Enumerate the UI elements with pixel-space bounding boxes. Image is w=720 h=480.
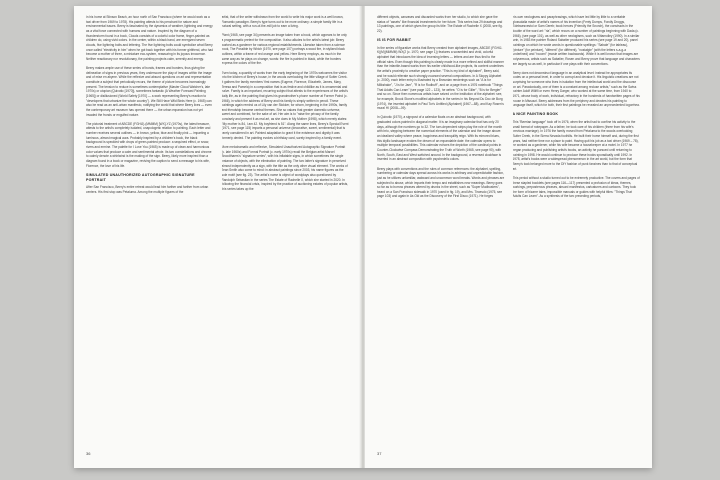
paragraph: In Quixotic (1970), a signpost of a calendar floats on an abstract background, with graduated colors painted in diagonal matter. It is an imaginary calendar that has only 20 days, although the numbers go to 32. The turn-dependent strips play the role of the month with brio, stepping between the numerical elements of the calendar and the image above: an idealized valley where peace, happiness and tranquility reign. With its mirrored blues, this idyllic landscape evokes the dream of an expandable date: the calendar opens to multiple temporal possibilities. This calendar echoes the depiction of the cardinal points in Counter-Clockwise Compass Demonstrating the Truth of Worth (1965, see page 90), with North, South, East and West switched around. In the background, a reversed clockface is inverted in an abstract composition with psychedelic colors. xyxy=(377,115,502,162)
paragraph: This "Beerian language" took off in 1976, when the artist had to confine his activity to the small format of notepaper. As a father, he took care of his children (three from his wife's previous marriage). In 1976 the family moved from Petaluma to the woods overlooking Sutter Creek, in the Sierra Nevada foothills. He built their home himself and, during the first years, had neither time nor a place to paint. Having quit his job as a taxi driver (1969 – 78), he worked as a gardener, while his wife became a housekeeper at a motel. In 1977 he began producing and publishing artist's books, an activity he pursued until returning to painting in 1998. He would continue to produce these books sporadically until 1992. In 1978, artist's books were a widespread phenomenon in the art world, but the form that Beery's took belonged more to the DIY fashion of punk fanzines than to that of conceptual art. xyxy=(512,120,639,171)
paragraph: More melodramatic and reflexive, Simulated Unauthorized Autographic Signature Portrait (c. late 1960s) and Formal Portrait (c. early 1970s) recall the Belgian artist Marcel Broodthaers's "signature series", with his inflatable signs, in which sometimes the single instance of objects, with the elimination of painting. The two latter's signature in perceived almost independently as a sign, with the title as the only other visual element. The works of Jean Smith also come to mind: in abstract paintings since 2003, his name figures as the sole motif (see fig. 23). The artist's name is object of wordplays also questioned by Randolph Sebastian in the series The Estate of Rachelle X, which she started in 2020. In following the financial crisis, inspired by the practice of auctioning estates of popular artists, this series takes up the xyxy=(221,144,349,191)
paragraph: Even today, a quantity of works from the early beginning of the 1970s welcomes the visitor into the kitchen of Beery's house, in the woods overlooking the little village of Sutter Creek. It gathers the family members' first names (Eugene, Florence, Elizabeth, James, Mary, Teresa and Pamela) in a composition that is as festive and childlike as it is ornamental and naïve. Family is an important, recurring subject that attests to the experiences of the artist's daily life, as in the painting that gives his grandmother's phone number at Former Patrol (c. 1966), in which the address of Beery and his family is simply written in pencil. These paintings again remind us of Lily van der Stokker, for whom, beginning in the 1990s, family and friendship became central themes. She so values that greater domestic universe, sweet and combined, for the sake of art. Her aim is to "raise the privacy of the family concisely and present it as real art, as she does in My Mother (1998), which merely states: "My mother is 84, I am 42. My boyfriend is 51". Along the same lines, Beery's Special Event (1971, see page 115) imparts a personal universe (decorative, sweet, sentimental) that is rarely considered in art. Painted adaptation to grant it the existence and dignity it was formerly denied. The painting evokes a birthday card, surely inspired by a family event. xyxy=(221,70,349,140)
paragraph: artist, that of the writer withdrawn from the world to write his major work is a well known, Romantic paradigm. Beery's type turns out to be more ordinary: a simple family life in a natural setting, with a run-of-the-mill job to earn a living. xyxy=(221,15,344,29)
right-page-column-1 xyxy=(377,15,505,444)
open-book xyxy=(74,6,652,468)
right-page xyxy=(365,6,652,468)
paragraph: This period without a studio turned out to be extremely productive. The covers and pages of these stapled booklets (see pages 116—117) presented a profusion of ideas, themes, workings, preposterous phrases, absurd manifestos, caricatures and cartoons. They took the form of bizarre tales, impossible manuals or guides with helpful titles: "Things That Adults Can Learn". As a synthesis of the two preceding periods, xyxy=(512,175,640,199)
paragraph: Plant (1965, see page 34) presents an image taken from a book, which appears to be only a programmatic pretext for the composition. It also alludes to the artist's latest job: Beery worked as a gardener for various regional establishments. Likewise taken from a science book, The Possible by Which (1970, see page 107) portrays a wood fire, in stylized black outlines, within a frame of red orange and yellow. Here Beery employs, as much in the same way as he plays on change, words: the fire is painted in black, while the borders express the colors of the fire. xyxy=(221,33,347,66)
right-page-column-2 xyxy=(513,15,641,444)
left-page-column-2 xyxy=(222,15,350,444)
paragraph: in his home at Stinson Beach, an hour north of San Francisco (where he would work as a taxi driver from 1969 to 1978). His painting attests to his penchant for nature and environmental issues. Beery is fascinated by the dynamics of weather, lightning and energy as a vital force connected with humans and nature. Inspired by the diagram of a thunderstorm found in a book, Clouds consists of a colorful color frame, finger-painted as children do, using vivid colors. In the center, within a black band, are energized seven clouds, five lightning bolts and lettering. The five lightning bolts could symbolize what Beery once called "electricity in him" when he got back together with his former girlfriend, who had become a mother of three, a miniature eco-system, reassuring in its joyous innocence. Neither reactionary nor revolutionary, the painting projects calm, serenity and energy. xyxy=(86,15,214,61)
paragraph: The pictorial treatment of ABCDE (FGHIJ)-(MMMM) [WX]-YZ (1970s), the latest treasure, attests to the artist's completely isolated, unapologetic relation to painting. Each letter and number receives several outlines — in brown, yellow, blue and finally pink — imparting a luminous, almost magical aura. Probably inspired by a children's book, the black background is speckled with drops of green-painted produce: a sequined effect, or snow, rivers and ermine. The palette for I Love You (1965) is made up of clean and harmonious color values that produce a calm and sentimental whole. Its two constellations and chrome to calmly denote a whirlwind is the making of the sign. Beery, likely more inspired than a diagram found in a book or magazine, reviving the caption to send a message to his wife, Florence, the love of his life. xyxy=(86,121,212,168)
section-heading: SIMULATED UNAUTHORIZED AUTOGRAPHIC SIGNATURE PORTRAIT xyxy=(86,172,195,182)
left-page-column-1 xyxy=(86,15,214,444)
paragraph: In the series of figurative works that Beery created from alphabet images, ABCDE (FGHIJ-K)(M)(MMMM) WX(2 (c. 1970, see page 1)) features a scrambled and vivid, colorful alphabet that introduces the idea of inversing letters — letters and are thus tied to the official rules. Even though this painting is clearly made in a more refined and skillful manner than the infantile-based works from his earlier childhood-like projects, its content underlines the artist's proximity to creative paper practice. "This is my kind of alphabet", Beery said, and he would reiterate such strongly-nuanced several compositions. In A Sloppy Alphabet (c. 2000), each letter entry is illustrated by a Brownian renderings such as "A is for Milkshake", "J is for Jam", "R is for Rodbuff", and on a page from a 1976 notebook "Things That Adults Can Learn" (see page 122 – 123), he writes: "O is for Giller", "B is for Bergler" and so on. Since then numerous artists have seized on the institution of the alphabet: see, for example, Brook Stone's modified alphabets in the series in his Beyond Du Doc de Borg (1974), the inverted alphabet in Paul Tor's Untitled (Alphabet) (1967—88), and Kay Rosen's mural HI (2008—09). xyxy=(377,45,504,111)
paragraph: After San Francisco, Beery's entire retreat would lead him farther and farther from urban centers. His first stop was Petaluma. Among the multiple figures of the xyxy=(86,185,209,194)
paragraph: different objects, canvases and discarded works from her studio, to which she gave the status of "assets" like financial investments for her future. This series has 29 drawings and 13 paintings, one of which gives the group its title: The Estate of Rachelle X (2008, see fig. 22). xyxy=(377,15,503,33)
paragraph: Beery does not deconstruct language in an analytical level: instead he appropriates its codes on a personal level, in order to corrupt and devalue it. His linguistic creations are not surprising for someone who lives in isolation from the intellectual world and the discourse on art. Paradoxically, one of them is a constant among recluse artists," such as the Swiss painter Adolf Wölfli or even Henry Darger, who worked at the same time, from 1940 to 1971, whose body of work, individual, refractory in the hundreds of handwritten pages of his house in Missouri. Beery addresses from the periphery and devotes his painting to language itself, which for both, their first paintings he revealed an unprecedented logorrhea. xyxy=(512,70,640,108)
paragraph: his own neologisms and paraphrasings, which have led little by little to a veritable glossolalia made of artist's names of his invention (Fenty Dumps, Fondly Droggs, Edekwesvestol or Sam Gereb; book heroes (Friendly the Snorch), the constructs in the double of the word art: "ria", which recurs on a number of paintings beginning with Dada (c. 1966), (see page 101), as well as other neologisms, such as Vittamolley (1990). In a similar vein, in 1983 the painter Roland Sabatier produced his series (see page 19 and 20), panel paintings on which he wrote words in questionable spellings: "Sabale" (for tableau), "pinture" (for peinture), "diferent" (for différent), "nostalgie" (with the letters s-a-g-a underlined) and "rocomi" (mosie written backwards). While it is well known that images are polysemous, artists such as Sabatier, Rosen and Beery prove that language and characters are largely so as well, in particular if one plays with their conventions. xyxy=(512,15,640,66)
section-heading: A NICE PAINTING BOOK xyxy=(512,112,559,117)
left-page xyxy=(74,6,361,468)
paragraph: Beery plays with conventions and the rules of common references: the alphabet, spelling, numbering or calendar days spread across his works in arbitrary and unpredictable fashion, just as he utilizes unfamiliar, awkward and uncommon word breaks. Words and phrases are subjected to abuse, which imparts their tempo and establishes new meanings. Beery goes so far as to borrow phrases uttered by drunks in the street, such as "Super Mudbusters", heard on a San Francisco sidewalk in 1970 (used in fig. 19), and Mrs. Tiroesdo (1975, see page 103) and again in As Old as the Discovery of the First Disco (1971). He forges xyxy=(377,166,505,199)
paragraph: Beery makes ample use of these series of bonds, frames and borders, thus giving the delineation of signs in previous years, they underscore the play of images within the image and of mise en abyme. While the reflexive and absurd questions on art and representation constitute a subject that periodically recurs, the theme of picture becomes increasingly present. The tension to reduce is sometimes contemplative (Master Cloud Watcher's, late 1970s) or utopian (Quixotic [1970]), sometimes fantastic (A Weather Forecast Painting [1965]) or disillusioned (World Safety [1970] — a work representing Beery's reaction to "developers that urbanize the whole country"). We Still Have Wild Birds Here (c. 1965) can also be read as an anti-urban manifesto, notifying the world that where Beery lives — even the contemporary art museum has opened there — the urban expansion has not yet invaded the fronds or engulfed nature. xyxy=(86,66,212,117)
page-number: 36 xyxy=(86,451,91,456)
page-number: 37 xyxy=(377,451,382,456)
section-heading: IS IS FOR RABBIT xyxy=(377,38,412,43)
